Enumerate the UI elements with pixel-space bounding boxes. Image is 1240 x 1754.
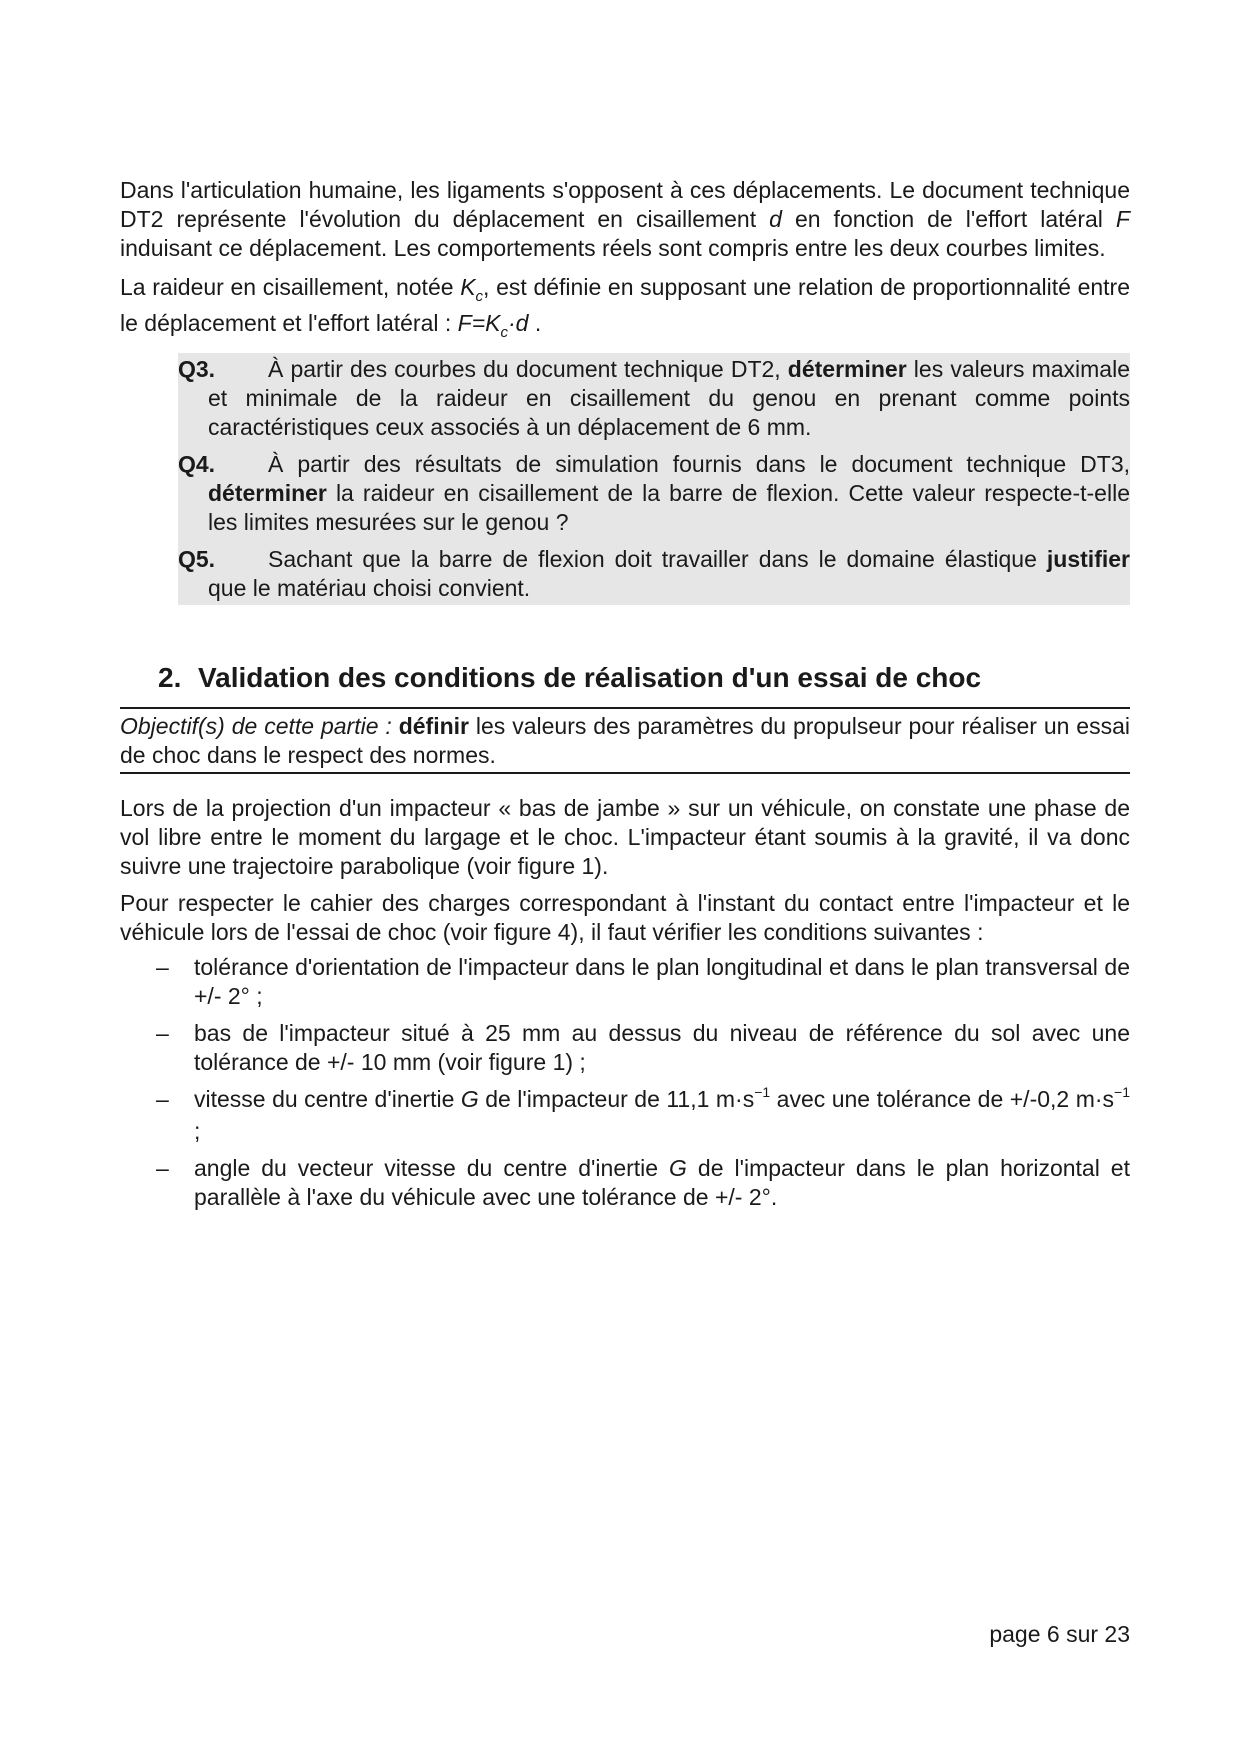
intro-paragraph-1: Dans l'articulation humaine, les ligaments s'opposent à ces déplacements. Le document technique DT2 représente l'évolution du déplacement en cisaillement d en fonction de l'effort latéral F induisant ce déplacement. Les comportements réels sont compris entre les deux courbes limites. [120,177,1130,261]
body-paragraph-2: Pour respecter le cahier des charges correspondant à l'instant du contact entre l'impacteur et le véhicule lors de l'essai de choc (voir figure 4), il faut vérifier les conditions suivantes : [120,890,1130,945]
var-d: d [769,206,782,232]
formula-f-eq-k: F=K [457,310,501,336]
formula-d: ·d [507,310,529,336]
objective-box: Objectif(s) de cette partie : définir les valeurs des paramètres du propulseur pour réaliser un essai de choc dans le respect des normes. [120,707,1130,774]
question-q5: Q5. Sachant que la barre de flexion doit travailler dans le domaine élastique justifier que le matériau choisi convient. [178,546,1130,601]
intro-paragraph-2: La raideur en cisaillement, notée $K_c$, est définie en supposant une relation de proportionnalité entre le déplacement et l'effort latéral : $F=K_c\cdot d$ . [120,274,1130,341]
section-heading: 2. Validation des conditions de réalisation d'un essai de choc [158,662,982,693]
question-q4: Q4. À partir des résultats de simulation fournis dans le document technique DT3, déterminer la raideur en cisaillement de la barre de flexion. Cette valeur respecte-t-elle les limites mesurées sur le genou ? [178,451,1130,535]
list-item: – tolérance d'orientation de l'impacteur dans le plan longitudinal et dans le plan transversal de +/- 2° ; [156,954,1130,1009]
list-item: – bas de l'impacteur situé à 25 mm au dessus du niveau de référence du sol avec une tolérance de +/- 10 mm (voir figure 1) ; [156,1020,1130,1075]
list-item: – angle du vecteur vitesse du centre d'inertie G de l'impacteur dans le plan horizontal et parallèle à l'axe du véhicule avec une tolérance de +/- 2°. [156,1155,1130,1210]
question-q3: Q3. À partir des courbes du document technique DT2, déterminer les valeurs maximale et minimale de la raideur en cisaillement du genou en prenant comme points caractéristiques ceux associés à un déplacement de 6 mm. [178,356,1130,440]
body-paragraph-1: Lors de la projection d'un impacteur « bas de jambe » sur un véhicule, on constate une phase de vol libre entre le moment du largage et le choc. L'impacteur étant soumis à la gravité, il va donc suivre une trajectoire parabolique (voir figure 1). [120,795,1130,879]
page-number: page 6 sur 23 [989,1621,1130,1647]
var-f: F [1115,206,1130,232]
list-item: – vitesse du centre d'inertie G de l'impacteur de 11,1 $m\cdot s^{-1}$ avec une tolérance de +/-0,2 $m\cdot s^{-1}$ ; [156,1084,1130,1144]
conditions-list [120,953,1130,1212]
var-k: K [460,274,476,300]
page-content [120,176,1130,1220]
objective-label: Objectif(s) de cette partie : [120,713,392,739]
questions-box [178,353,1130,605]
